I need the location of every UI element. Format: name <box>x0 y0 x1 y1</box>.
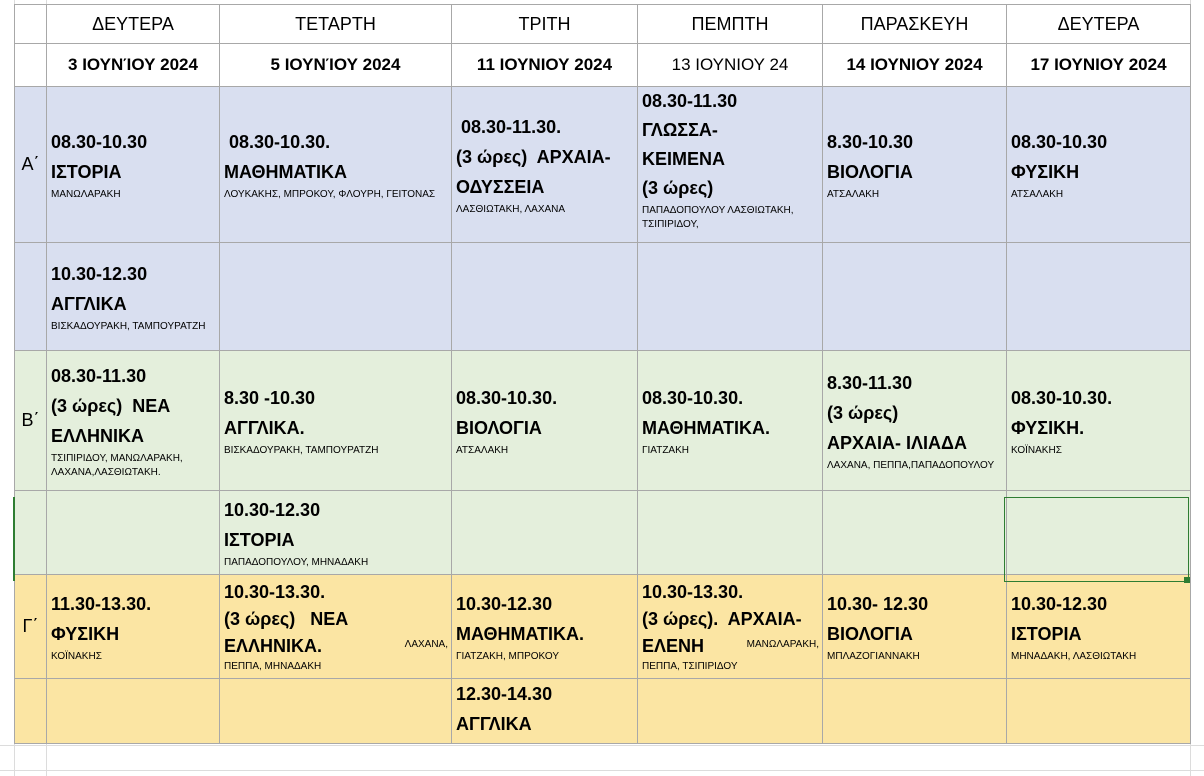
fill-handle[interactable] <box>1184 577 1190 583</box>
cell-c1-3[interactable] <box>452 575 638 679</box>
cell-c1-6[interactable] <box>1007 575 1191 679</box>
header-date-4[interactable]: 13 ΙΟΥΝΙΟΥ 24 <box>638 44 823 87</box>
cell-c1-5[interactable] <box>823 575 1007 679</box>
cell-c2-6[interactable] <box>1007 679 1191 744</box>
header-date-5[interactable]: 14 ΙΟΥΝΙΟΥ 2024 <box>823 44 1007 87</box>
cell-a1-4[interactable] <box>638 87 823 243</box>
cell-b1-3[interactable] <box>452 351 638 491</box>
teachers-extra: ΜΑΝΩΛΑΡΑΚΗ, <box>746 639 819 650</box>
teachers: ΜΑΝΩΛΑΡΑΚΗ <box>51 189 121 200</box>
exam-title: 10.30-13.30. (3 ώρες) ΝΕΑ ΕΛΛΗΝΙΚΑ. <box>224 582 349 656</box>
teachers: ΑΤΣΑΛΑΚΗ <box>827 189 880 200</box>
header-day-6[interactable]: ΔΕΥΤΕΡΑ <box>1007 5 1191 44</box>
teachers: ΓΙΑΤΖΑΚΗ <box>642 445 689 456</box>
exam-title: 10.30-12.30 ΜΑΘΗΜΑΤΙΚΑ. <box>456 594 585 644</box>
cell-b1-1[interactable] <box>47 351 220 491</box>
cell-a2-6[interactable] <box>1007 243 1191 351</box>
teachers: ΛΟΥΚΑΚΗΣ, ΜΠΡΟΚΟΥ, ΦΛΟΥΡΗ, ΓΕΙΤΟΝΑΣ <box>224 189 436 200</box>
grade-label-c[interactable]: Γ΄ <box>15 575 47 679</box>
cell-a2-3[interactable] <box>452 243 638 351</box>
exam-title: 10.30-12.30 ΑΓΓΛΙΚΑ <box>51 264 148 314</box>
header-day-5[interactable]: ΠΑΡΑΣΚΕΥΗ <box>823 5 1007 44</box>
cell-a1-6[interactable] <box>1007 87 1191 243</box>
header-day-1[interactable]: ΔΕΥΤΕΡΑ <box>47 5 220 44</box>
cell-b1-4[interactable] <box>638 351 823 491</box>
exam-title: 08.30-10.30. ΦΥΣΙΚΗ. <box>1011 388 1113 438</box>
teachers-extra: ΛΑΧΑΝΑ, <box>404 639 448 650</box>
exam-title: 08.30-11.30. (3 ώρες) ΑΡΧΑΙΑ-ΟΔΥΣΣΕΙΑ <box>456 117 611 197</box>
header-day-4[interactable]: ΠΕΜΠΤΗ <box>638 5 823 44</box>
teachers: ΠΑΠΑΔΟΠΟΥΛΟΥ ΛΑΣΘΙΩΤΑΚΗ, ΤΣΙΠΙΡΙΔΟΥ, <box>642 205 794 230</box>
exam-title: 8.30-11.30 (3 ώρες) ΑΡΧΑΙΑ- ΙΛΙΑΔΑ <box>827 373 967 453</box>
exam-title: 08.30-10.30. ΜΑΘΗΜΑΤΙΚΑ. <box>642 388 771 438</box>
corner-cell[interactable] <box>15 5 47 44</box>
cell-a1-1[interactable] <box>47 87 220 243</box>
exam-title: 08.30-10.30. ΒΙΟΛΟΓΙΑ <box>456 388 558 438</box>
teachers: ΛΑΧΑΝΑ, ΠΕΠΠΑ,ΠΑΠΑΔΟΠΟΥΛΟΥ <box>827 460 995 471</box>
exam-title: 08.30-11.30 ΓΛΩΣΣΑ- ΚΕΙΜΕΝΑ (3 ώρες) <box>642 91 738 198</box>
teachers: ΚΟΪΝΑΚΗΣ <box>1011 445 1062 456</box>
teachers: ΛΑΣΘΙΩΤΑΚΗ, ΛΑΧΑΝΑ <box>456 204 566 215</box>
cell-c2-5[interactable] <box>823 679 1007 744</box>
grade-label-b[interactable]: Β΄ <box>15 351 47 491</box>
teachers: ΜΗΝΑΔΑΚΗ, ΛΑΣΘΙΩΤΑΚΗ <box>1011 651 1137 662</box>
teachers: ΓΙΑΤΖΑΚΗ, ΜΠΡΟΚΟΥ <box>456 651 560 662</box>
cell-c1-4[interactable] <box>638 575 823 679</box>
exam-title: 10.30-12.30 ΙΣΤΟΡΙΑ <box>1011 594 1108 644</box>
teachers: ΤΣΙΠΙΡΙΔΟΥ, ΜΑΝΩΛΑΡΑΚΗ, ΛΑΧΑΝΑ,ΛΑΣΘΙΩΤΑΚΗ. <box>51 453 183 478</box>
exam-title: 8.30-10.30 ΒΙΟΛΟΓΙΑ <box>827 132 914 182</box>
exam-title: 08.30-10.30 ΦΥΣΙΚΗ <box>1011 132 1108 182</box>
header-date-1[interactable]: 3 ΙΟΥΝΊΟΥ 2024 <box>47 44 220 87</box>
cell-a2-5[interactable] <box>823 243 1007 351</box>
teachers: ΜΠΛΑΖΟΓΙΑΝΝΑΚΗ <box>827 651 920 662</box>
exam-title: 10.30-12.30 ΙΣΤΟΡΙΑ <box>224 500 321 550</box>
header-date-3[interactable]: 11 ΙΟΥΝΙΟΥ 2024 <box>452 44 638 87</box>
teachers: ΒΙΣΚΑΔΟΥΡΑΚΗ, ΤΑΜΠΟΥΡΑΤΖΗ <box>224 445 379 456</box>
cell-b1-6[interactable] <box>1007 351 1191 491</box>
cell-b2-5[interactable] <box>823 491 1007 575</box>
cell-a2-2[interactable] <box>220 243 452 351</box>
header-date-6[interactable]: 17 ΙΟΥΝΙΟΥ 2024 <box>1007 44 1191 87</box>
header-date-2[interactable]: 5 ΙΟΥΝΊΟΥ 2024 <box>220 44 452 87</box>
cell-a2-1[interactable] <box>47 243 220 351</box>
teachers: ΒΙΣΚΑΔΟΥΡΑΚΗ, ΤΑΜΠΟΥΡΑΤΖΗ <box>51 321 206 332</box>
teachers: ΑΤΣΑΛΑΚΗ <box>456 445 509 456</box>
exam-title: 10.30-13.30. (3 ώρες). ΑΡΧΑΙΑ-ΕΛΕΝΗ <box>642 582 802 656</box>
exam-title: 08.30-10.30. ΜΑΘΗΜΑΤΙΚΑ <box>224 132 348 182</box>
cell-b1-2[interactable] <box>220 351 452 491</box>
teachers: ΠΕΠΠΑ, ΤΣΙΠΙΡΙΔΟΥ <box>642 661 738 672</box>
cell-a1-2[interactable] <box>220 87 452 243</box>
header-day-3[interactable]: ΤΡΙΤΗ <box>452 5 638 44</box>
exam-title: 08.30-10.30 ΙΣΤΟΡΙΑ <box>51 132 148 182</box>
cell-c1-1[interactable] <box>47 575 220 679</box>
selected-cell-outline <box>1004 497 1189 582</box>
cell-c2-4[interactable] <box>638 679 823 744</box>
cell-c1-2[interactable] <box>220 575 452 679</box>
cell-b2-1[interactable] <box>47 491 220 575</box>
cell-a1-5[interactable] <box>823 87 1007 243</box>
exam-title: 12.30-14.30 ΑΓΓΛΙΚΑ <box>456 684 553 734</box>
selection-edge <box>13 497 15 581</box>
teachers: ΚΟΪΝΑΚΗΣ <box>51 651 102 662</box>
cell-c2-2[interactable] <box>220 679 452 744</box>
cell-a1-3[interactable] <box>452 87 638 243</box>
grade-label-a-2[interactable] <box>15 243 47 351</box>
cell-a2-4[interactable] <box>638 243 823 351</box>
teachers: ΠΕΠΠΑ, ΜΗΝΑΔΑΚΗ <box>224 661 322 672</box>
exam-title: 11.30-13.30. ΦΥΣΙΚΗ <box>51 594 152 644</box>
cell-b2-2[interactable] <box>220 491 452 575</box>
exam-schedule-table <box>14 4 1191 744</box>
grade-label-a[interactable]: Α΄ <box>15 87 47 243</box>
exam-title: 8.30 -10.30 ΑΓΓΛΙΚΑ. <box>224 388 316 438</box>
grade-label-b-2[interactable] <box>15 491 47 575</box>
cell-b2-3[interactable] <box>452 491 638 575</box>
exam-title: 08.30-11.30 (3 ώρες) ΝΕΑ ΕΛΛΗΝΙΚΑ <box>51 366 171 446</box>
teachers: ΑΤΣΑΛΑΚΗ <box>1011 189 1064 200</box>
teachers: ΠΑΠΑΔΟΠΟΥΛΟΥ, ΜΗΝΑΔΑΚΗ <box>224 557 369 568</box>
cell-c2-3[interactable] <box>452 679 638 744</box>
exam-title: 10.30- 12.30 ΒΙΟΛΟΓΙΑ <box>827 594 929 644</box>
cell-b1-5[interactable] <box>823 351 1007 491</box>
grade-label-c-2[interactable] <box>15 679 47 744</box>
header-day-2[interactable]: ΤΕΤΑΡΤΗ <box>220 5 452 44</box>
cell-c2-1[interactable] <box>47 679 220 744</box>
cell-b2-4[interactable] <box>638 491 823 575</box>
corner-cell-2[interactable] <box>15 44 47 87</box>
